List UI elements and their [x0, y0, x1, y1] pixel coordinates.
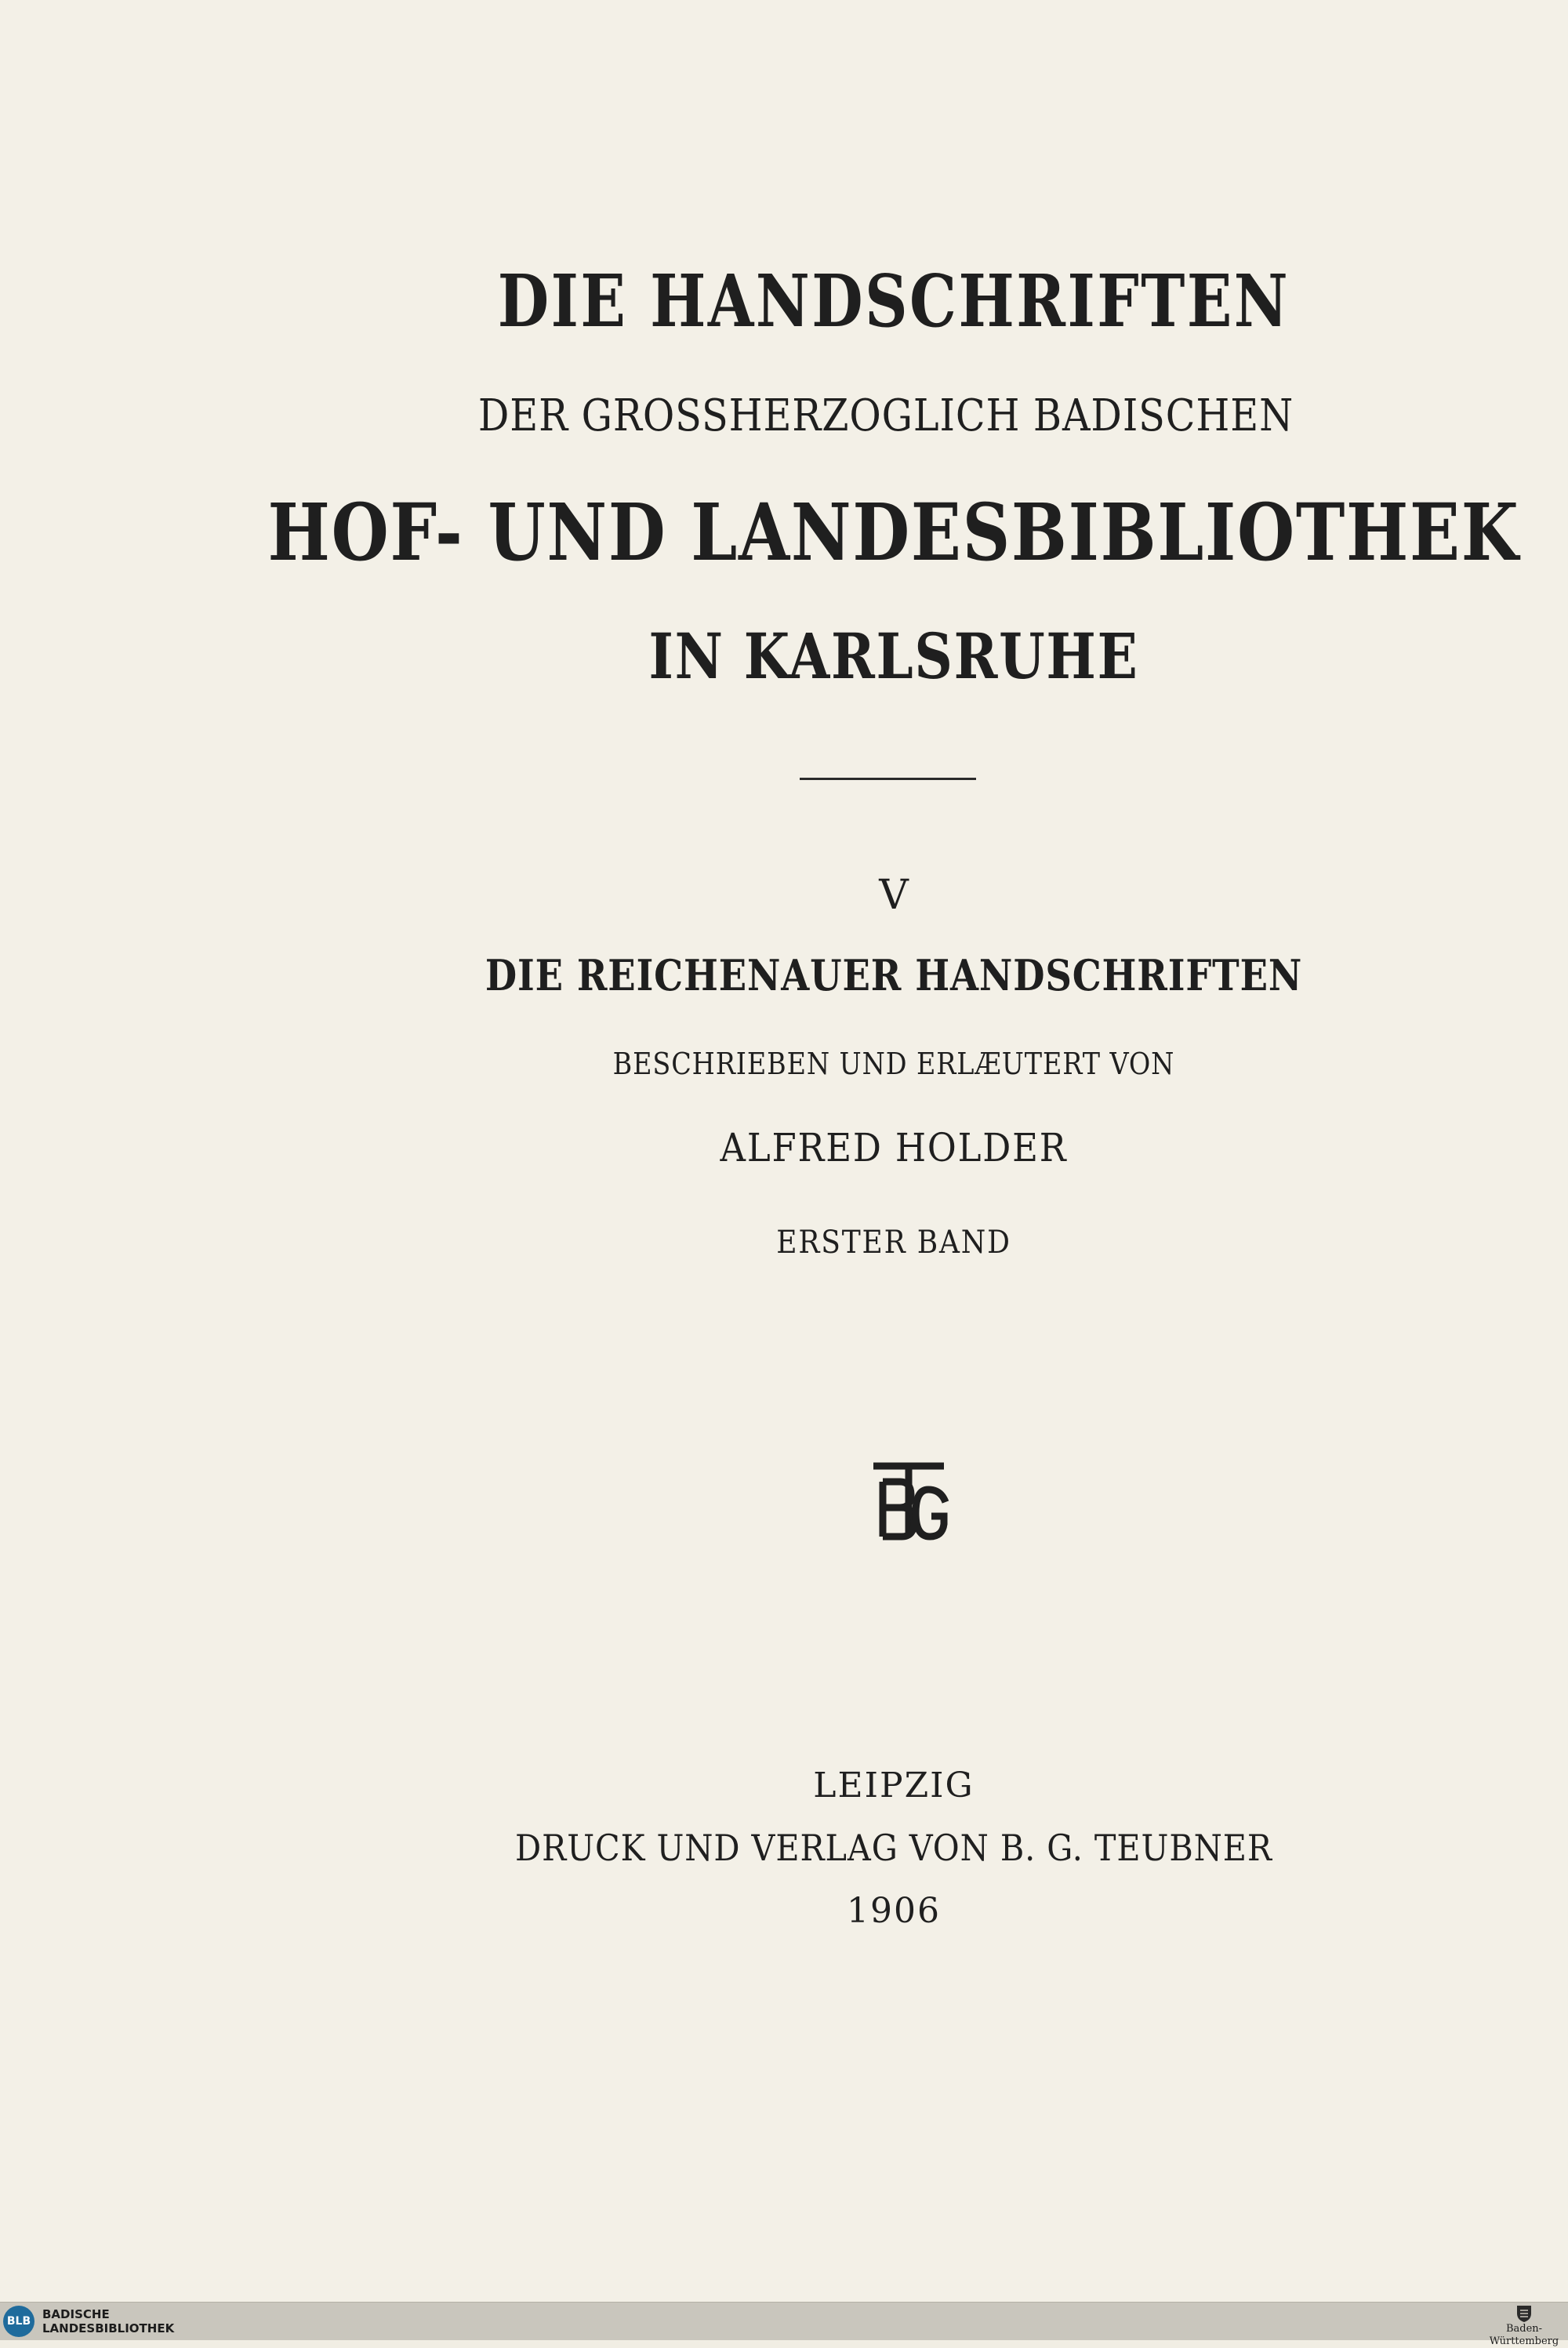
publication-city: LEIPZIG	[813, 1766, 975, 1805]
book-subtitle: DER GROSSHERZOGLICH BADISCHEN	[477, 390, 1294, 441]
publisher-logo-icon	[866, 1458, 952, 1544]
coat-of-arms-icon	[1515, 2304, 1533, 2323]
library-place: IN KARLSRUHE	[648, 619, 1139, 693]
blb-name-line1: BADISCHE	[42, 2307, 110, 2321]
volume-number: V	[879, 872, 909, 919]
publication-year: 1906	[847, 1891, 941, 1931]
blb-name-line2: LANDESBIBLIOTHEK	[42, 2321, 175, 2335]
library-name: HOF- UND LANDESBIBLIOTHEK	[267, 486, 1520, 579]
title-divider	[800, 778, 976, 780]
publisher-line: DRUCK UND VERLAG VON B. G. TEUBNER	[515, 1827, 1272, 1869]
bw-label: Baden-Württemberg	[1489, 2323, 1559, 2347]
blb-logo-icon[interactable]: BLB	[3, 2306, 34, 2337]
blb-name[interactable]	[42, 2307, 174, 2335]
author-name: ALFRED HOLDER	[720, 1125, 1068, 1170]
footer-bar	[0, 2302, 1568, 2347]
book-title: DIE HANDSCHRIFTEN	[497, 259, 1290, 343]
described-by: BESCHRIEBEN UND ERLÆUTERT VON	[612, 1047, 1175, 1081]
band-label: ERSTER BAND	[776, 1225, 1011, 1261]
bw-logo[interactable]	[1485, 2304, 1563, 2347]
volume-title: DIE REICHENAUER HANDSCHRIFTEN	[485, 950, 1303, 1000]
